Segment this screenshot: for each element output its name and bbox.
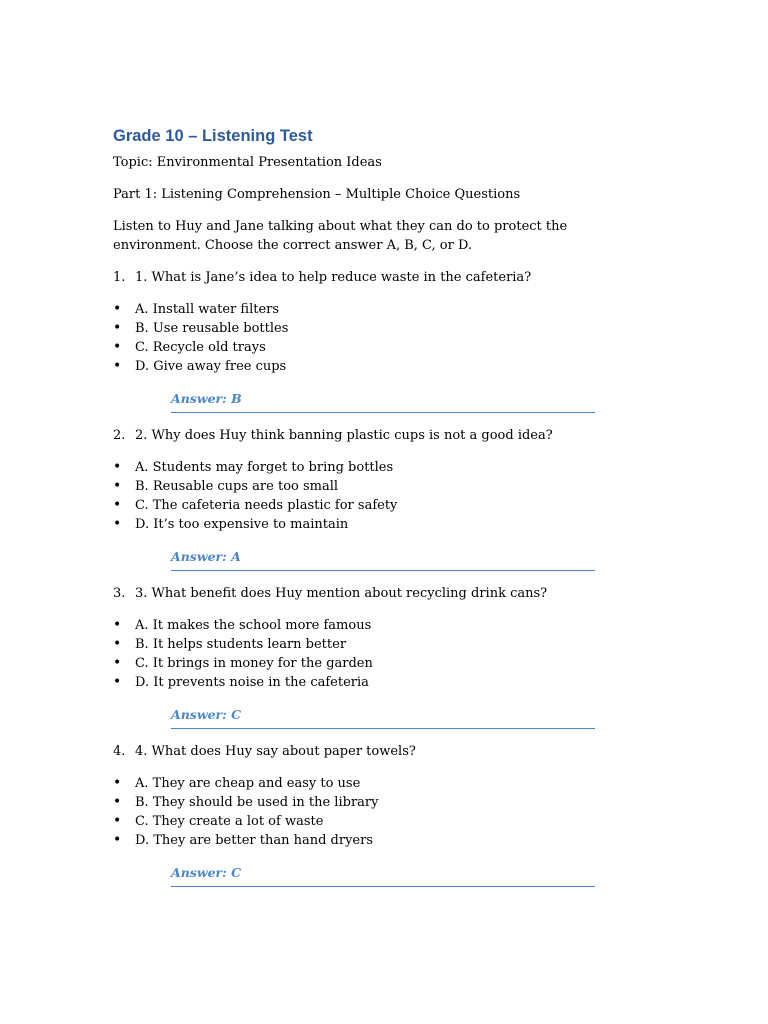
option-item: [113, 654, 673, 673]
option-item: [113, 477, 673, 496]
option-text: D. They are better than hand dryers: [135, 833, 373, 848]
option-text: A. They are cheap and easy to use: [135, 776, 361, 791]
question-text: [113, 742, 673, 761]
option-text: A. Install water filters: [135, 302, 280, 317]
option-list: [113, 616, 673, 692]
option-item: [113, 635, 673, 654]
option-item: [113, 812, 673, 831]
option-text: B. It helps students learn better: [135, 637, 347, 652]
option-item: [113, 496, 673, 515]
option-item: [113, 357, 673, 376]
bullet-icon: •: [113, 320, 122, 336]
bullet-icon: •: [113, 339, 122, 355]
option-item: [113, 338, 673, 357]
question-list: [113, 268, 673, 887]
question-prompt: 2. Why does Huy think banning plastic cups is not a good idea?: [135, 428, 553, 443]
question-text: [113, 426, 673, 445]
question-number: 3.: [113, 586, 126, 601]
option-text: C. The cafeteria needs plastic for safety: [135, 498, 398, 513]
option-item: [113, 793, 673, 812]
option-item: [113, 515, 673, 534]
topic-line: Topic: Environmental Presentation Ideas: [113, 155, 382, 170]
question-number: 2.: [113, 428, 126, 443]
option-text: B. Reusable cups are too small: [135, 479, 339, 494]
document-page: [113, 124, 673, 887]
bullet-icon: •: [113, 516, 122, 532]
option-item: [113, 458, 673, 477]
bullet-icon: •: [113, 459, 122, 475]
option-text: D. It prevents noise in the cafeteria: [135, 675, 369, 690]
bullet-icon: •: [113, 301, 122, 317]
question-block: [113, 742, 673, 887]
option-text: D. Give away free cups: [135, 359, 287, 374]
option-text: D. It’s too expensive to maintain: [135, 517, 349, 532]
instructions: Listen to Huy and Jane talking about what they can do to protect the environment. Choose the correct answer A, B, C, or D.: [113, 219, 568, 253]
bullet-icon: •: [113, 794, 122, 810]
option-list: [113, 774, 673, 850]
question-block: [113, 268, 673, 413]
answer-line: Answer: C: [171, 705, 595, 729]
question-block: [113, 426, 673, 571]
option-text: C. It brings in money for the garden: [135, 656, 373, 671]
option-text: C. They create a lot of waste: [135, 814, 324, 829]
option-item: [113, 673, 673, 692]
question-number: 4.: [113, 744, 126, 759]
question-prompt: 3. What benefit does Huy mention about recycling drink cans?: [135, 586, 548, 601]
bullet-icon: •: [113, 674, 122, 690]
option-item: [113, 616, 673, 635]
question-text: [113, 268, 673, 287]
option-text: C. Recycle old trays: [135, 340, 266, 355]
question-prompt: 4. What does Huy say about paper towels?: [135, 744, 416, 759]
option-text: B. Use reusable bottles: [135, 321, 289, 336]
question-text: [113, 584, 673, 603]
bullet-icon: •: [113, 775, 122, 791]
question-block: [113, 584, 673, 729]
bullet-icon: •: [113, 617, 122, 633]
option-list: [113, 300, 673, 376]
question-prompt: 1. What is Jane’s idea to help reduce waste in the cafeteria?: [135, 270, 532, 285]
question-number: 1.: [113, 270, 126, 285]
option-item: [113, 831, 673, 850]
part-heading: Part 1: Listening Comprehension – Multiple Choice Questions: [113, 187, 521, 202]
option-text: A. It makes the school more famous: [135, 618, 372, 633]
bullet-icon: •: [113, 655, 122, 671]
answer-line: Answer: A: [171, 547, 595, 571]
answer-line: Answer: C: [171, 863, 595, 887]
bullet-icon: •: [113, 497, 122, 513]
option-item: [113, 774, 673, 793]
answer-line: Answer: B: [171, 389, 595, 413]
bullet-icon: •: [113, 832, 122, 848]
option-list: [113, 458, 673, 534]
option-text: A. Students may forget to bring bottles: [135, 460, 394, 475]
option-item: [113, 319, 673, 338]
document-title: Grade 10 – Listening Test: [113, 127, 313, 145]
option-text: B. They should be used in the library: [135, 795, 379, 810]
bullet-icon: •: [113, 358, 122, 374]
bullet-icon: •: [113, 636, 122, 652]
bullet-icon: •: [113, 478, 122, 494]
bullet-icon: •: [113, 813, 122, 829]
option-item: [113, 300, 673, 319]
